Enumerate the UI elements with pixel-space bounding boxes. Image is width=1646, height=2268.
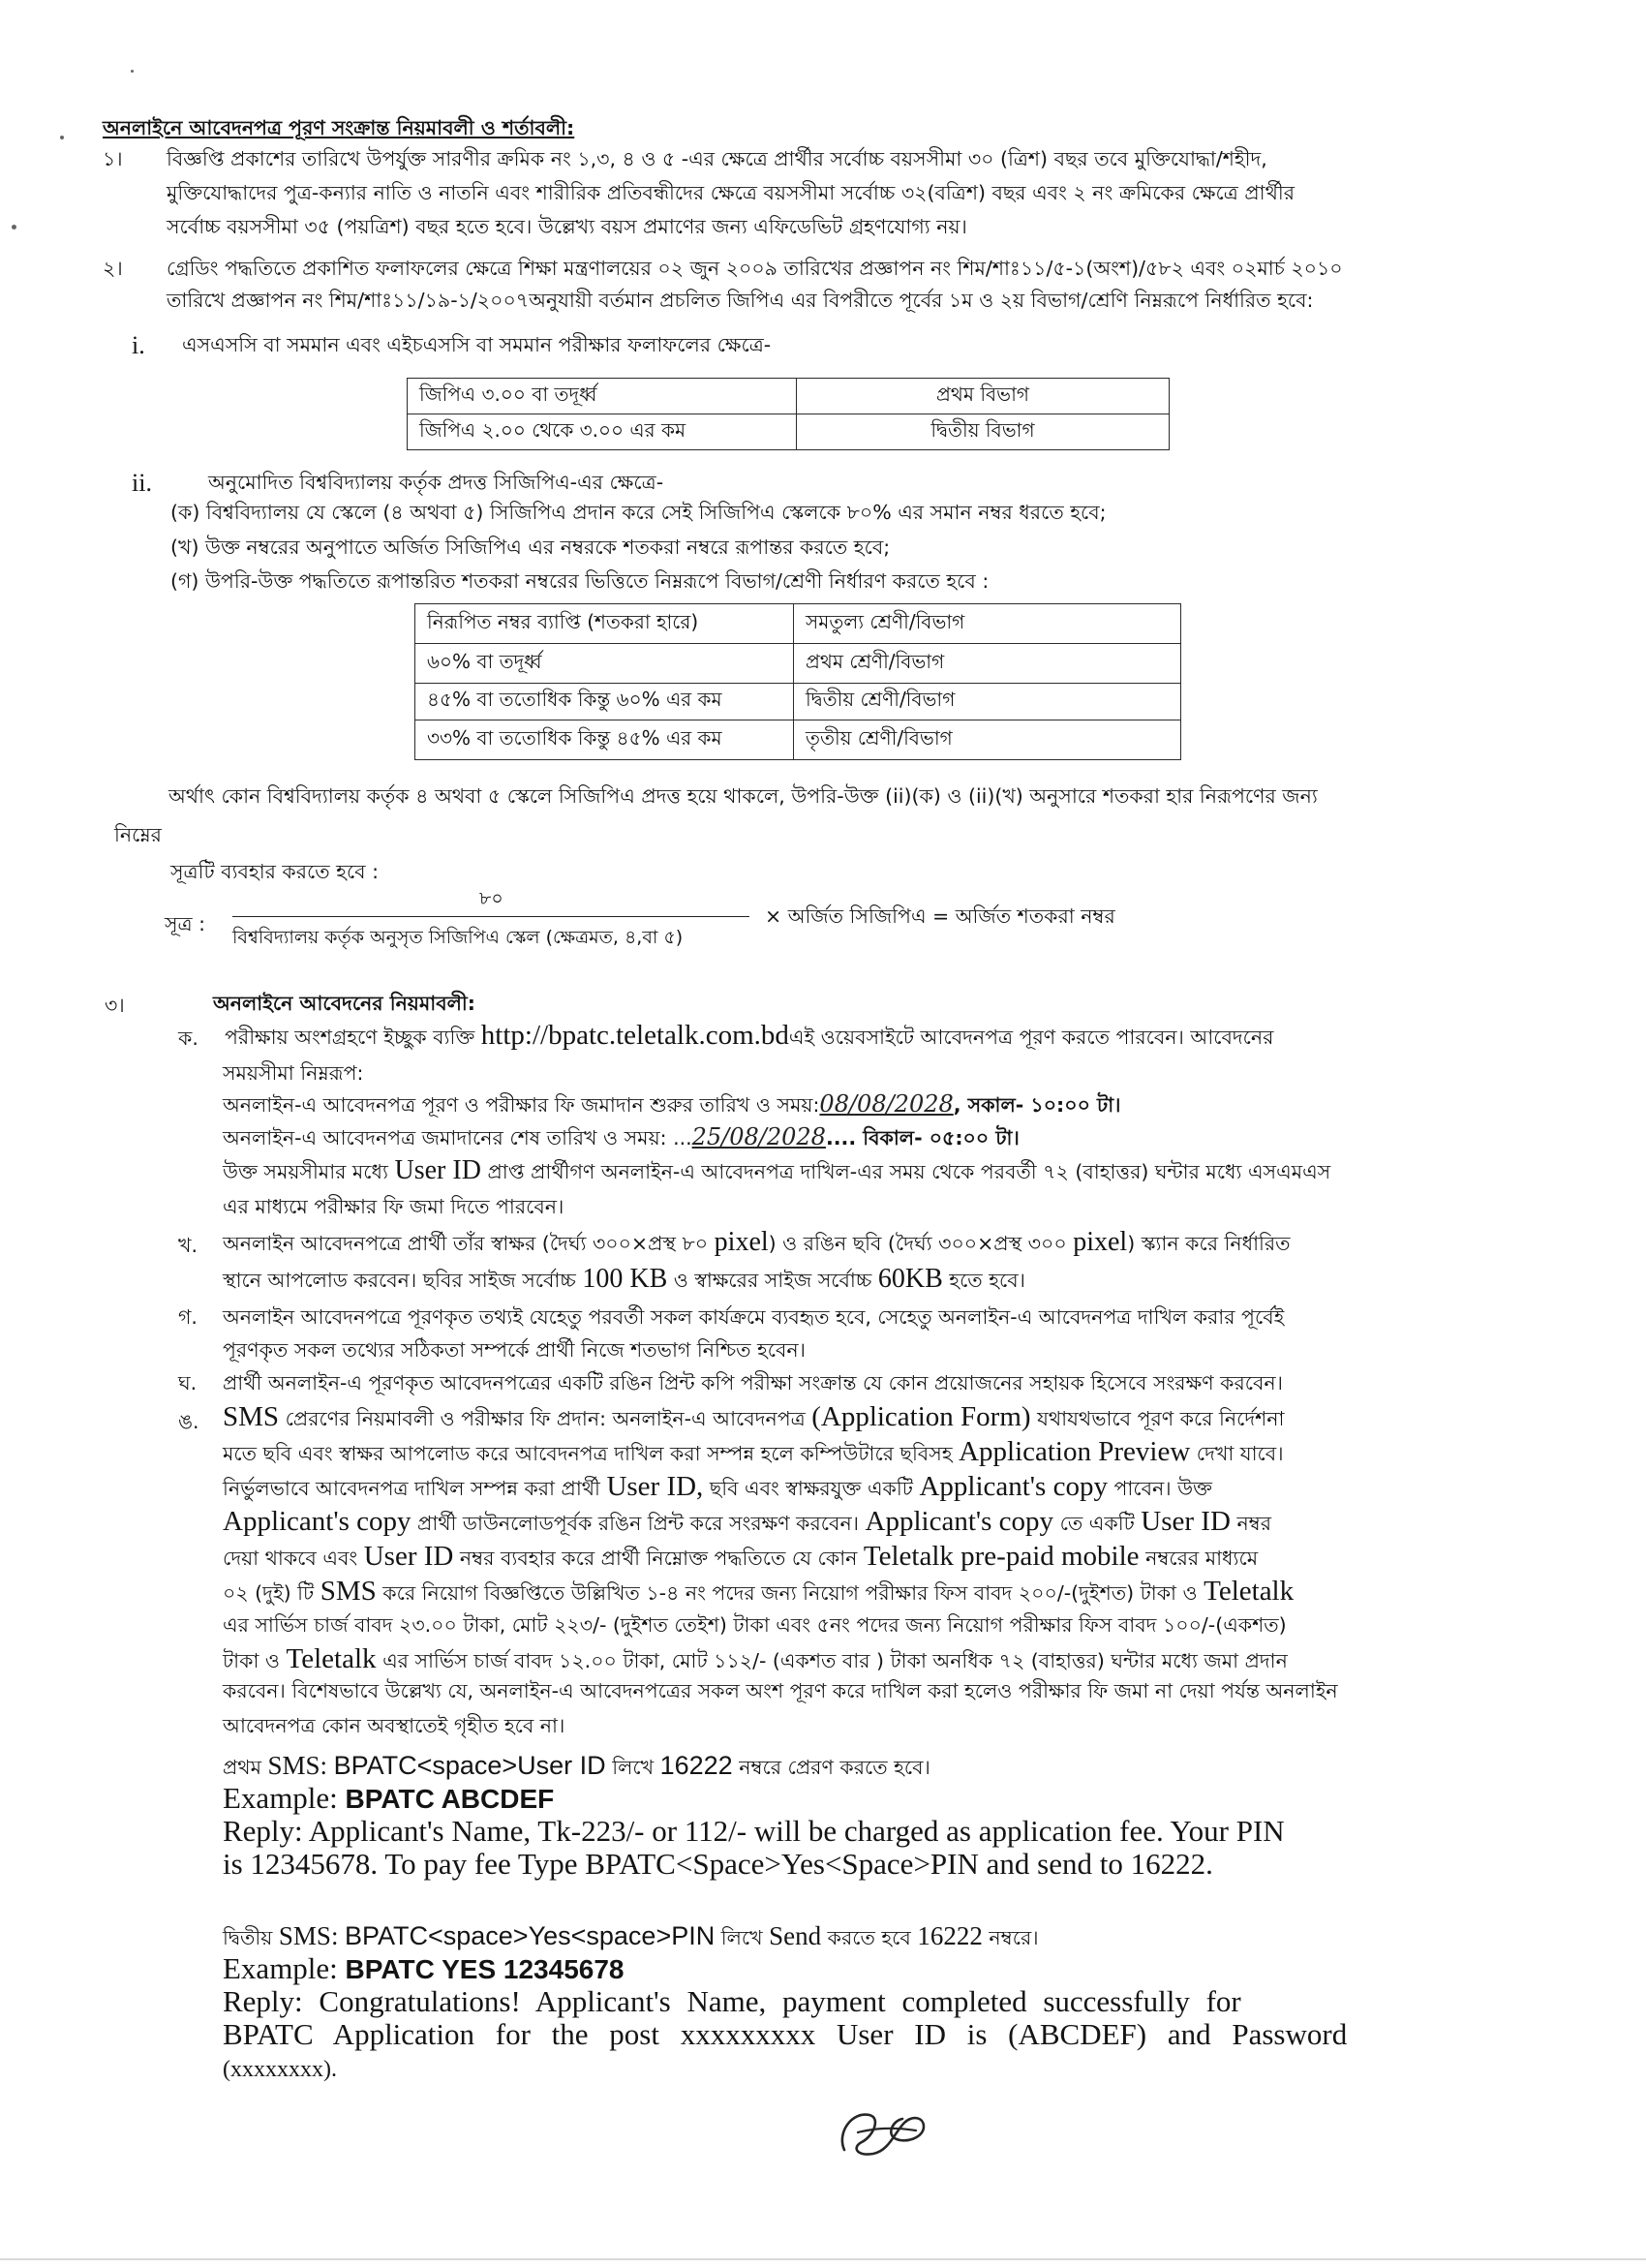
text-run: ০২ (দুই) টি	[223, 1581, 315, 1605]
item-umo-line-8	[223, 1642, 1288, 1675]
application-preview-term: Application Preview	[959, 1436, 1191, 1467]
second-sms-reply-line-2: BPATC Application for the post xxxxxxxxx User ID is (ABCDEF) and Password	[223, 2017, 1348, 2051]
sms-term: SMS	[223, 1401, 280, 1432]
text-run: প্রথম	[223, 1756, 261, 1779]
example-value: BPATC YES 12345678	[345, 1954, 625, 1984]
text-run: প্রেরণের নিয়মাবলী ও পরীক্ষার ফি প্রদান: অনলাইন-এ আবেদনপত্র	[285, 1407, 806, 1430]
pixel-term: pixel	[714, 1227, 769, 1257]
applicant-copy-term: Applicant's copy	[223, 1506, 412, 1537]
item-ka-line-1	[225, 1019, 1273, 1052]
item-umo-line-7: এর সার্ভিস চার্জ বাবদ ২৩.০০ টাকা, মোট ২২৩/- (দুইশত তেইশ) টাকা এবং ৫নং পদের জন্য নিয়োগ পরীক্ষার ফিস বাবদ ১০০/-(একশত)	[223, 1613, 1287, 1637]
sms-term: SMS	[320, 1576, 377, 1607]
user-id-term: User ID	[394, 1155, 481, 1185]
website-link[interactable]: http://bpatc.teletalk.com.bd	[480, 1020, 789, 1051]
text-run: নম্বর	[1236, 1512, 1272, 1535]
item-umo-line-4	[223, 1505, 1271, 1538]
end-date-line	[223, 1123, 1020, 1151]
text-run: মতে ছবি এবং স্বাক্ষর আপলোড করে আবেদনপত্র দাখিল করা সম্পন্ন হলে কম্পিউটারে ছবিসহ	[223, 1442, 953, 1465]
send-term: Send	[769, 1921, 822, 1950]
teletalk-term: Teletalk	[1204, 1576, 1295, 1607]
text-run: লিখে	[612, 1756, 655, 1779]
table-cell: ৪৫% বা ততোধিক কিন্তু ৬০% এর কম	[415, 684, 794, 720]
start-time: , সকাল- ১০:০০ টা।	[953, 1093, 1121, 1117]
table-row	[408, 414, 1170, 450]
text-run: নম্বরের মাধ্যমে	[1145, 1547, 1259, 1570]
text-run: ) স্ক্যান করে নির্ধারিত	[1127, 1232, 1291, 1255]
text-run: নম্বরে প্রেরণ করতে হবে।	[739, 1756, 930, 1779]
text-run: উক্ত সময়সীমার মধ্যে	[223, 1160, 388, 1183]
item-umo-line-5	[223, 1540, 1258, 1573]
item-umo-line-1	[223, 1400, 1284, 1433]
applicant-copy-term: Applicant's copy	[865, 1506, 1054, 1537]
item-ka-para-line-1	[223, 1154, 1330, 1187]
text-run: তে একটি	[1059, 1512, 1135, 1535]
text-run: যথাযথভাবে পূরণ করে নির্দেশনা	[1037, 1407, 1285, 1430]
section-3-title: অনলাইনে আবেদনের নিয়মাবলী:	[213, 992, 475, 1015]
table-cell: নিরূপিত নম্বর ব্যাপ্তি (শতকরা হারে)	[415, 604, 794, 644]
scan-speck	[12, 225, 16, 230]
second-sms-reply-line-1: Reply: Congratulations! Applicant's Name, payment completed successfully for	[223, 1984, 1241, 2018]
formula-intro: সূত্রটি ব্যবহার করতে হবে :	[170, 860, 380, 883]
applicant-copy-term: Applicant's copy	[919, 1471, 1108, 1502]
sub-item-ii-number: ii.	[132, 469, 152, 497]
formula-label: সূত্র :	[165, 912, 206, 935]
table-row	[415, 684, 1181, 720]
table-cell: সমতুল্য শ্রেণী/বিভাগ	[794, 604, 1181, 644]
text-run: এর সার্ভিস চার্জ বাবদ ১২.০০ টাকা, মোট ১১২/- (একশত বার ) টাকা অনধিক ৭২ (বাহাত্তর) ঘন্টার মধ্যে জমা প্রদান	[382, 1649, 1288, 1672]
item-ga-line-2: পূরণকৃত সকল তথ্যের সঠিকতা সম্পর্কে প্রার্থী নিজে শতভাগ নিশ্চিত হবেন।	[223, 1338, 806, 1362]
application-form-term: (Application Form)	[811, 1401, 1031, 1432]
section-1-line-2: মুক্তিযোদ্ধাদের পুত্র-কন্যার নাতি ও নাতনি এবং শারীরিক প্রতিবন্ধীদের ক্ষেত্রে বয়সসীমা সর্বোচ্চ ৩২(বত্রিশ) বছর এবং ২ নং ক্রমিকের ক্ষেত্রে প্রার্থীর	[167, 181, 1295, 204]
example-label: Example:	[223, 1951, 338, 1985]
item-ka-para-line-2: এর মাধ্যমে পরীক্ষার ফি জমা দিতে পারবেন।	[223, 1195, 564, 1218]
page-heading: অনলাইনে আবেদনপত্র পূরণ সংক্রান্ত নিয়মাবলী ও শর্তাবলী:	[103, 116, 575, 139]
text-run: অনলাইন আবেদনপত্রে প্রার্থী তাঁর স্বাক্ষর (দৈর্ঘ্য ৩০০×প্রস্থ ৮০	[223, 1232, 709, 1255]
user-id-term: User ID	[1141, 1506, 1231, 1537]
start-date-label: অনলাইন-এ আবেদনপত্র পূরণ ও পরীক্ষার ফি জমাদান শুরুর তারিখ ও সময়:	[223, 1093, 820, 1117]
table-cell: দ্বিতীয় বিভাগ	[797, 414, 1170, 450]
second-sms-reply-line-3: (xxxxxxxx).	[223, 2057, 337, 2082]
table-cell: প্রথম বিভাগ	[797, 379, 1170, 414]
text-run: দ্বিতীয়	[223, 1926, 273, 1949]
scan-speck	[60, 136, 64, 139]
example-value: BPATC ABCDEF	[345, 1784, 555, 1814]
item-ka-text: পরীক্ষায় অংশগ্রহণে ইচ্ছুক ব্যক্তি	[225, 1026, 475, 1049]
sub-item-i-text: এসএসসি বা সমমান এবং এইচএসসি বা সমমান পরীক্ষার ফলাফলের ক্ষেত্রে-	[182, 333, 772, 356]
item-ga-line-1: অনলাইন আবেদনপত্রে পূরণকৃত তথ্যই যেহেতু পরবর্তী সকল কার্যক্রমে ব্যবহৃত হবে, সেহেতু অনলাইন-এ আবেদনপত্র দাখিল করার পূর্বেই	[223, 1305, 1285, 1329]
first-sms-instruction	[223, 1749, 930, 1782]
first-sms-example	[223, 1782, 554, 1816]
user-id-term: User ID	[363, 1541, 454, 1572]
text-run: লিখে	[720, 1926, 763, 1949]
text-run: দেয়া থাকবে এবং	[223, 1547, 358, 1570]
section-2-line-1: গ্রেডিং পদ্ধতিতে প্রকাশিত ফলাফলের ক্ষেত্রে শিক্ষা মন্ত্রণালয়ের ০২ জুন ২০০৯ তারিখের প্রজ্ঞাপন নং শিম/শাঃ১১/৫-১(অংশ)/৫৮২ এবং ০২মার্চ ২০১০	[167, 257, 1343, 280]
section-2-number: ২।	[103, 257, 123, 280]
item-kha-line-1	[223, 1226, 1291, 1259]
table-row	[415, 720, 1181, 760]
item-ka-line-2: সময়সীমা নিম্নরূপ:	[223, 1061, 364, 1085]
item-umo-line-9: করবেন। বিশেষভাবে উল্লেখ্য যে, অনলাইন-এ আবেদনপত্রের সকল অংশ পূরণ করে দাখিল করা হলেও পরীক্ষার ফি জমা না দেয়া পর্যন্ত অনলাইন	[223, 1679, 1338, 1702]
sms-term: SMS:	[267, 1751, 328, 1780]
sms-format-1: BPATC<space>User ID	[333, 1751, 606, 1780]
sub-item-i-number: i.	[132, 331, 145, 359]
formula-numerator: ৮০	[479, 888, 503, 909]
item-kha-line-2	[223, 1263, 1025, 1296]
short-code: 16222	[659, 1751, 733, 1780]
scan-edge	[0, 2258, 1646, 2260]
teletalk-term: Teletalk	[286, 1643, 377, 1674]
table-cell: জিপিএ ৩.০০ বা তদূর্ধ্ব	[408, 379, 797, 414]
teletalk-prepaid-term: Teletalk pre-paid mobile	[863, 1541, 1140, 1572]
explanation-line-1: অর্থাৎ কোন বিশ্ববিদ্যালয় কর্তৃক ৪ অথবা ৫ স্কেলে সিজিপিএ প্রদত্ত হয়ে থাকলে, উপরি-উক্ত (ii)(ক) ও (ii)(খ) অনুসারে শতকরা হার নিরূপণের জন্য	[168, 784, 1318, 808]
user-id-term: User ID,	[606, 1471, 704, 1502]
item-umo-line-2	[223, 1435, 1284, 1468]
clause-ga: (গ) উপরি-উক্ত পদ্ধতিতে রূপান্তরিত শতকরা নম্বরের ভিত্তিতে নিম্নরূপে বিভাগ/শ্রেণী নির্ধারণ করতে হবে :	[170, 569, 990, 593]
text-run: করে নিয়োগ বিজ্ঞপ্তিতে উল্লিখিত ১-৪ নং পদের জন্য নিয়োগ পরীক্ষার ফিস বাবদ ২০০/-(দুইশত) টাকা ও	[382, 1581, 1198, 1605]
section-1-line-3: সর্বোচ্চ বয়সসীমা ৩৫ (পয়ত্রিশ) বছর হতে হবে। উল্লেখ্য বয়স প্রমাণের জন্য এফিডেভিট গ্রহণযোগ্য নয়।	[167, 215, 967, 238]
section-1-line-1: বিজ্ঞপ্তি প্রকাশের তারিখে উপর্যুক্ত সারণীর ক্রমিক নং ১,৩, ৪ ও ৫ -এর ক্ষেত্রে প্রার্থীর সর্বোচ্চ বয়সসীমা ৩০ (ত্রিশ) বছর তবে মুক্তিযোদ্ধা/শহীদ,	[167, 147, 1267, 170]
end-time: .... বিকাল- ০৫:০০ টা।	[825, 1126, 1020, 1149]
item-gha-line-1: প্রার্থী অনলাইন-এ পূরণকৃত আবেদনপত্রের একটি রঙিন প্রিন্ট কপি পরীক্ষা সংক্রান্ত যে কোন প্রয়োজনের সহায়ক হিসেবে সংরক্ষণ করবেন।	[223, 1371, 1283, 1395]
clause-ka: (ক) বিশ্ববিদ্যালয় যে স্কেলে (৪ অথবা ৫) সিজিপিএ প্রদান করে সেই সিজিপিএ স্কেলকে ৮০% এর সমান নম্বর ধরতে হবে;	[170, 501, 1107, 524]
second-sms-instruction	[223, 1919, 1039, 1952]
table-cell: জিপিএ ২.০০ থেকে ৩.০০ এর কম	[408, 414, 797, 450]
end-date-handwritten: 25/08/2028	[691, 1123, 826, 1150]
short-code: 16222	[917, 1921, 983, 1950]
table-cell: তৃতীয় শ্রেণী/বিভাগ	[794, 720, 1181, 760]
table-row	[415, 644, 1181, 684]
second-sms-example	[223, 1952, 625, 1986]
explanation-line-2: নিম্নের	[114, 823, 162, 846]
item-gha-mark: ঘ.	[178, 1371, 198, 1395]
formula-result: × অর্জিত সিজিপিএ = অর্জিত শতকরা নম্বর	[765, 904, 1115, 928]
sms-format-2: BPATC<space>Yes<space>PIN	[344, 1921, 716, 1950]
item-kha-mark: খ.	[178, 1234, 198, 1257]
sms-term: SMS:	[278, 1921, 339, 1950]
sub-item-ii-text: অনুমোদিত বিশ্ববিদ্যালয় কর্তৃক প্রদত্ত সিজিপিএ-এর ক্ষেত্রে-	[208, 471, 664, 494]
signature-mark	[835, 2103, 931, 2163]
signature-size-limit: 60KB	[877, 1264, 943, 1294]
text-run: পাবেন। উক্ত	[1113, 1477, 1212, 1500]
item-ka-mark: ক.	[178, 1027, 198, 1050]
text-run: হতে হবে।	[949, 1269, 1025, 1292]
item-umo-mark: ঙ.	[178, 1410, 199, 1433]
text-run: ছবি এবং স্বাক্ষরযুক্ত একটি	[709, 1477, 913, 1500]
table-cell: প্রথম শ্রেণী/বিভাগ	[794, 644, 1181, 684]
first-sms-reply-line-2: is 12345678. To pay fee Type BPATC<Space>Yes<Space>PIN and send to 16222.	[223, 1847, 1213, 1881]
text-run: করতে হবে	[827, 1926, 911, 1949]
ssc-hsc-gpa-table	[407, 378, 1170, 450]
clause-kha: (খ) উক্ত নম্বরের অনুপাতে অর্জিত সিজিপিএ এর নম্বরকে শতকরা নম্বরে রূপান্তর করতে হবে;	[170, 536, 891, 559]
cgpa-class-table	[414, 603, 1181, 760]
item-ka-text-2: এই ওয়েবসাইটে আবেদনপত্র পূরণ করতে পারবেন। আবেদনের	[788, 1026, 1274, 1049]
section-3-number: ৩।	[105, 994, 125, 1017]
text-run: দেখা যাবে।	[1196, 1442, 1284, 1465]
text-run: নির্ভুলভাবে আবেদনপত্র দাখিল সম্পন্ন করা প্রার্থী	[223, 1477, 600, 1500]
item-ga-mark: গ.	[178, 1305, 198, 1329]
table-cell: ৬০% বা তদূর্ধ্ব	[415, 644, 794, 684]
table-row	[408, 379, 1170, 414]
item-umo-line-10: আবেদনপত্র কোন অবস্থাতেই গৃহীত হবে না।	[223, 1714, 565, 1737]
text-run: প্রার্থী ডাউনলোডপূর্বক রঙিন প্রিন্ট করে সংরক্ষণ করবেন।	[417, 1512, 860, 1535]
photo-size-limit: 100 KB	[582, 1264, 668, 1294]
example-label: Example:	[223, 1781, 338, 1815]
start-date-line	[223, 1090, 1121, 1119]
text-run: নম্বর ব্যবহার করে প্রার্থী নিম্নোক্ত পদ্ধতিতে যে কোন	[459, 1547, 858, 1570]
section-2-line-2: তারিখে প্রজ্ঞাপন নং শিম/শাঃ১১/১৯-১/২০০৭অনুযায়ী বর্তমান প্রচলিত জিপিএ এর বিপরীতে পূর্বের ১ম ও ২য় বিভাগ/শ্রেণি নিম্নরূপে নির্ধারিত হবে:	[167, 289, 1314, 312]
pixel-term: pixel	[1073, 1227, 1128, 1257]
first-sms-reply-line-1: Reply: Applicant's Name, Tk-223/- or 112/- will be charged as application fee. Your PIN	[223, 1814, 1285, 1848]
item-umo-line-6	[223, 1575, 1294, 1608]
text-run: ) ও রঙিন ছবি (দৈর্ঘ্য ৩০০×প্রস্থ ৩০০	[768, 1232, 1067, 1255]
text-run: স্থানে আপলোড করবেন। ছবির সাইজ সর্বোচ্চ	[223, 1269, 576, 1292]
text-run: টাকা ও	[223, 1649, 281, 1672]
item-umo-line-3	[223, 1470, 1212, 1503]
formula-denominator: বিশ্ববিদ্যালয় কর্তৃক অনুসৃত সিজিপিএ স্কেল (ক্ষেত্রমত, ৪,বা ৫)	[232, 927, 684, 948]
table-row	[415, 604, 1181, 644]
table-cell: ৩৩% বা ততোধিক কিন্তু ৪৫% এর কম	[415, 720, 794, 760]
table-cell: দ্বিতীয় শ্রেণী/বিভাগ	[794, 684, 1181, 720]
scan-speck	[131, 70, 134, 73]
end-date-label: অনলাইন-এ আবেদনপত্র জমাদানের শেষ তারিখ ও সময়: ...	[223, 1126, 692, 1149]
text-run: প্রাপ্ত প্রার্থীগণ অনলাইন-এ আবেদনপত্র দাখিল-এর সময় থেকে পরবর্তী ৭২ (বাহাত্তর) ঘন্টার মধ্যে এসএমএস	[487, 1160, 1331, 1183]
section-1-number: ১।	[103, 147, 123, 170]
start-date-handwritten: 08/08/2028	[819, 1090, 954, 1118]
text-run: নম্বরে।	[989, 1926, 1039, 1949]
text-run: ও স্বাক্ষরের সাইজ সর্বোচ্চ	[673, 1269, 872, 1292]
fraction-bar	[232, 916, 749, 917]
